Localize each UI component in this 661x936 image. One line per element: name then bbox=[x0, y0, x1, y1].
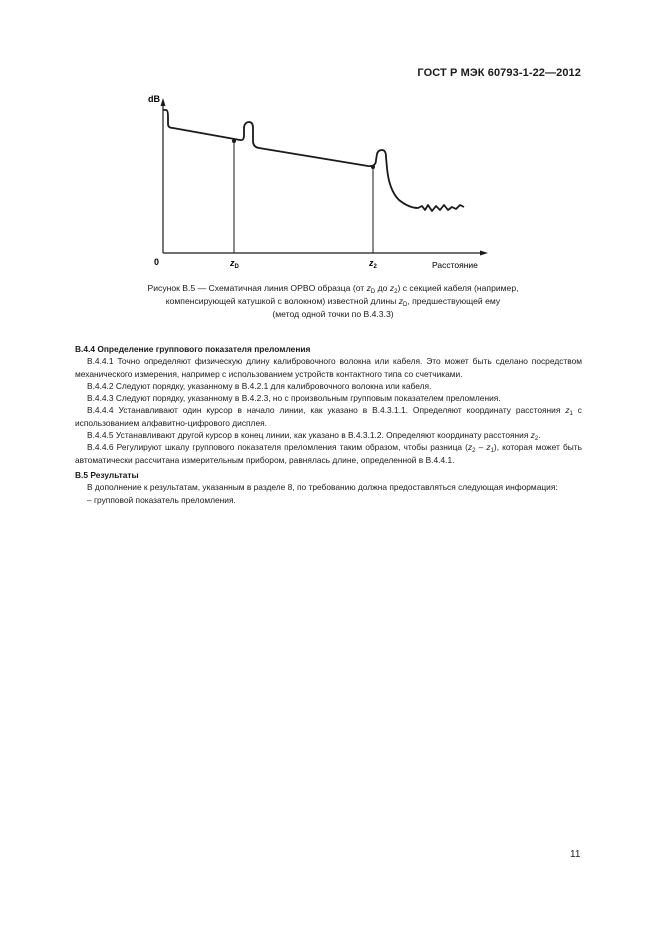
x-axis-arrow bbox=[480, 251, 488, 256]
caption-line-2: компенсирующей катушкой с волокном) известной длины $z_D$, предшествующей ему bbox=[165, 296, 501, 308]
paragraph-b5-item: – групповой показатель преломления. bbox=[87, 494, 236, 505]
figure-caption bbox=[86, 282, 580, 321]
otdr-trace bbox=[163, 110, 464, 211]
otdr-figure bbox=[0, 0, 661, 280]
marker-z2-label: $z_2$ bbox=[369, 258, 377, 270]
origin-label: 0 bbox=[154, 257, 160, 267]
paragraph-b443: В.4.4.3 Следуют порядку, указанному в В.4.2.3, но с произвольным групповым показателем преломления. bbox=[87, 393, 501, 404]
section-b44-title: В.4.4 Определение группового показателя преломления bbox=[75, 344, 311, 354]
paragraph-b5-intro: В дополнение к результатам, указанным в разделе 8, по требованию должна предоставляться следующая информация: bbox=[87, 482, 558, 493]
document-header: ГОСТ Р МЭК 60793-1-22—2012 bbox=[417, 67, 581, 79]
caption-line-3: (метод одной точки по В.4.3.3) bbox=[272, 309, 394, 319]
caption-line-1: Рисунок В.5 — Схематичная линия OPBO образца (от $z_D$ до $z_2$) с секцией кабеля (например, bbox=[147, 283, 519, 295]
paragraph-b444: В.4.4.4 Устанавливают один курсор в начало линии, как указано в В.4.3.1.1. Определяют координату расстояния $z_1$ с использованием алфавитно-цифрового дисплея. bbox=[75, 405, 582, 428]
otdr-diagram bbox=[0, 0, 661, 280]
y-axis-label: dB bbox=[148, 94, 160, 104]
paragraph-b442: В.4.4.2 Следуют порядку, указанному в В.4.2.1 для калибровочного волокна или кабеля. bbox=[87, 380, 432, 391]
paragraph-b441: В.4.4.1 Точно определяют физическую длину калибровочного волокна или кабеля. Это может быть сделано посредством механического измерения, например с использованием устройств контактного типа со счетчиками. bbox=[75, 356, 582, 379]
paragraph-b446: В.4.4.6 Регулируют шкалу группового показателя преломления таким образом, чтобы разница $(z_2 - z_1)$, которая может быть автоматически рассчитана измерительным прибором, равнялась длине, определенной в В.4.4.1. bbox=[75, 442, 583, 465]
section-b5-title: В.5 Результаты bbox=[75, 469, 139, 480]
marker-zd-label: $z_D$ bbox=[230, 258, 239, 270]
paragraph-b445: В.4.4.5 Устанавливают другой курсор в конец линии, как указано в В.4.3.1.2. Определяют координату расстояния $z_2$. bbox=[87, 430, 541, 443]
document-body bbox=[75, 343, 582, 506]
page-number: 11 bbox=[570, 849, 581, 860]
y-axis-arrow bbox=[161, 98, 166, 106]
x-axis-label: Расстояние bbox=[432, 260, 478, 270]
